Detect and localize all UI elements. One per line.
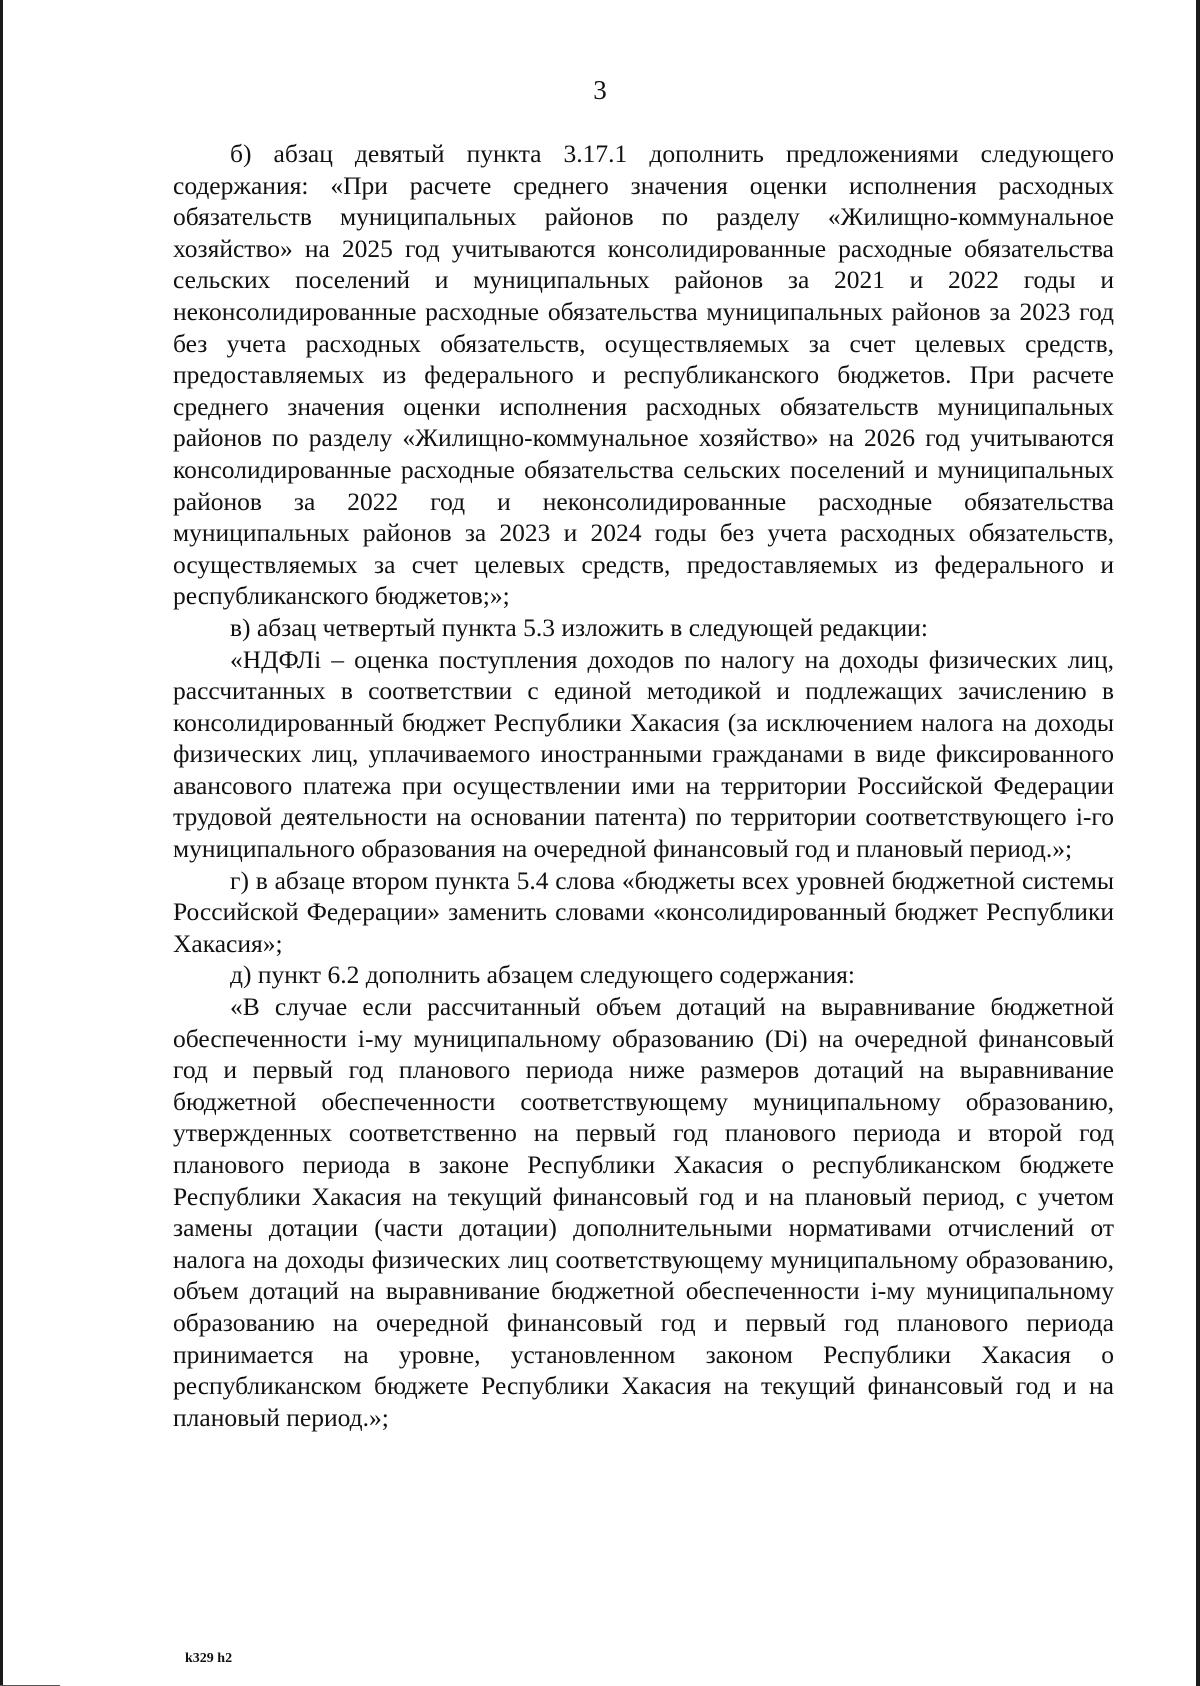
paragraph-g: г) в абзаце втором пункта 5.4 слова «бюджеты всех уровней бюджетной системы Российской Федерации» заменить словами «консолидированный бюджет Республики Хакасия»; [173,865,1114,958]
document-body [173,138,1114,1433]
scan-border-right [1196,0,1200,1686]
paragraph-b: б) абзац девятый пункта 3.17.1 дополнить предложениями следующего содержания: «При расчете среднего значения оценки исполнения расходных обязательств муниципальных районов по разделу «Жилищно-коммунальное хозяйство» на 2025 год учитываются консолидированные расходные обязательства сельских поселений и муниципальных районов за 2021 и 2022 годы и неконсолидированные расходные обязательства муниципальных районов за 2023 год без учета расходных обязательств, осуществляемых за счет целевых средств, предоставляемых из федерального и республиканского бюджетов. При расчете среднего значения оценки исполнения расходных обязательств муниципальных районов по разделу «Жилищно-коммунальное хозяйство» на 2026 год учитываются консолидированные расходные обязательства сельских поселений и муниципальных районов за 2022 год и неконсолидированные расходные обязательства муниципальных районов за 2023 и 2024 годы без учета расходных обязательств, осуществляемых за счет целевых средств, предоставляемых из федерального и республиканского бюджетов;»; [173,139,1114,611]
page-number: 3 [593,75,607,105]
paragraph-d: д) пункт 6.2 дополнить абзацем следующего содержания: [230,960,855,990]
scan-border-left [0,0,3,1686]
document-code: k329 h2 [185,1651,233,1666]
paragraph-v: в) абзац четвертый пункта 5.3 изложить в следующей редакции: [230,612,928,642]
paragraph-subsidy-clause: «В случае если рассчитанный объем дотаций на выравнивание бюджетной обеспеченности i-му муниципальному образованию (Di) на очередной финансовый год и первый год планового периода ниже размеров дотаций на выравнивание бюджетной обеспеченности соответствующему муниципальному образованию, утвержденных соответственно на первый год планового периода и второй год планового периода в законе Республики Хакасия о республиканском бюджете Республики Хакасия на текущий финансовый год и на плановый период, с учетом замены дотации (части дотации) дополнительными нормативами отчислений от налога на доходы физических лиц соответствующему муниципальному образованию, объем дотаций на выравнивание бюджетной обеспеченности i-му муниципальному образованию на очередной финансовый год и первый год планового периода принимается на уровне, установленном законом Республики Хакасия о республиканском бюджете Республики Хакасия на текущий финансовый год и на плановый период.»; [173,992,1114,1432]
paragraph-ndfl-definition: «НДФЛi – оценка поступления доходов по налогу на доходы физических лиц, рассчитанных в соответствии с единой методикой и подлежащих зачислению в консолидированный бюджет Республики Хакасия (за исключением налога на доходы физических лиц, уплачиваемого иностранными гражданами в виде фиксированного авансового платежа при осуществлении ими на территории Российской Федерации трудовой деятельности на основании патента) по территории соответствующего i-го муниципального образования на очередной финансовый год и плановый период.»; [173,644,1114,864]
